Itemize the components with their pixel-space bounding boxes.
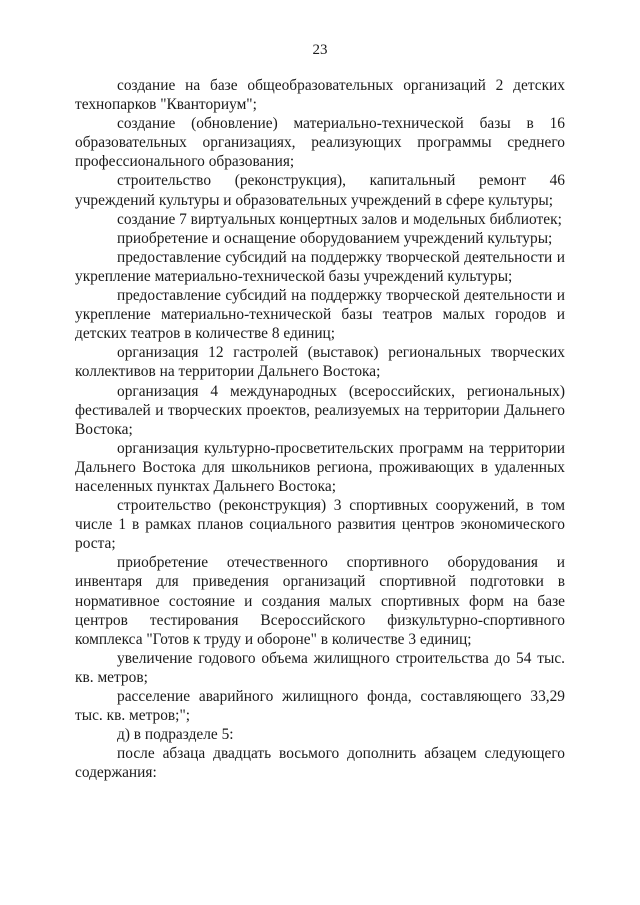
paragraph: предоставление субсидий на поддержку творческой деятельности и укрепление материально-технической базы театров малых городов и детских театров в количестве 8 единиц; xyxy=(75,287,565,343)
paragraph: строительство (реконструкция) 3 спортивных сооружений, в том числе 1 в рамках планов социального развития центров экономического роста; xyxy=(75,497,565,553)
paragraph: после абзаца двадцать восьмого дополнить абзацем следующего содержания: xyxy=(75,745,565,782)
paragraph: создание на базе общеобразовательных организаций 2 детских технопарков "Кванториум"; xyxy=(75,77,565,114)
paragraph: приобретение и оснащение оборудованием учреждений культуры; xyxy=(117,229,553,247)
paragraph: предоставление субсидий на поддержку творческой деятельности и укрепление материально-технической базы учреждений культуры; xyxy=(75,248,565,285)
paragraph: организация 12 гастролей (выставок) региональных творческих коллективов на территории Дальнего Востока; xyxy=(75,344,565,381)
paragraph: расселение аварийного жилищного фонда, составляющего 33,29 тыс. кв. метров;"; xyxy=(75,688,565,725)
paragraph: приобретение отечественного спортивного оборудования и инвентаря для приведения организаций спортивной подготовки в нормативное состояние и создания малых спортивных форм на базе центров тестирования Всероссийского физкультурно-спортивного комплекса "Готов к труду и обороне" в количестве 3 единиц; xyxy=(75,554,565,648)
paragraph: д) в подразделе 5: xyxy=(117,726,234,744)
document-body xyxy=(75,76,565,782)
paragraph: создание 7 виртуальных концертных залов и модельных библиотек; xyxy=(117,210,562,228)
paragraph: организация культурно-просветительских программ на территории Дальнего Востока для школьников региона, проживающих в удаленных населенных пунктах Дальнего Востока; xyxy=(75,439,565,495)
paragraph: создание (обновление) материально-технической базы в 16 образовательных организациях, реализующих программы среднего профессионального образования; xyxy=(75,115,565,171)
page-number: 23 xyxy=(312,42,328,58)
paragraph: строительство (реконструкция), капитальный ремонт 46 учреждений культуры и образовательных учреждений в сфере культуры; xyxy=(75,172,565,209)
paragraph: увеличение годового объема жилищного строительства до 54 тыс. кв. метров; xyxy=(75,649,565,686)
paragraph: организация 4 международных (всероссийских, региональных) фестивалей и творческих проектов, реализуемых на территории Дальнего Востока; xyxy=(75,382,565,438)
